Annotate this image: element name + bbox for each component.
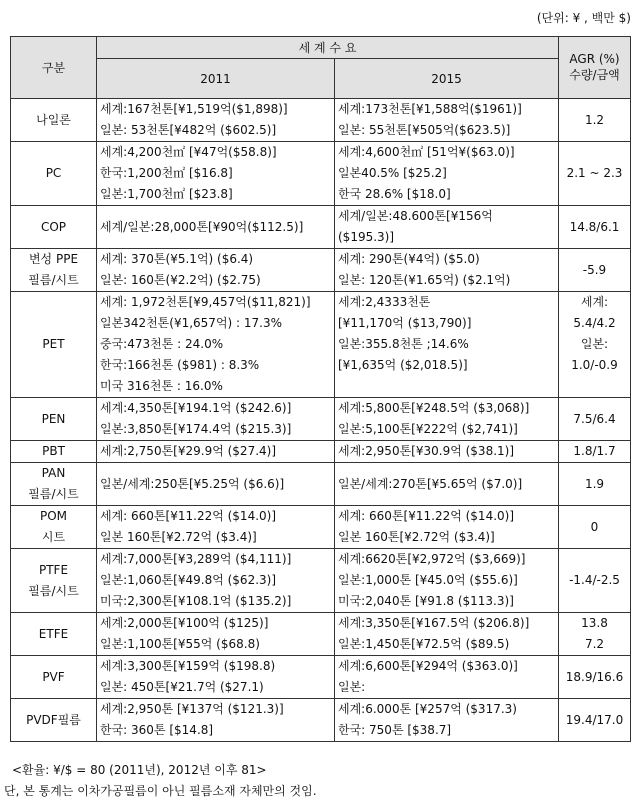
demand-2011-cell-line: 세계:2,750톤[¥29.9억 ($27.4)]	[100, 444, 277, 458]
demand-2015-cell-line: 일본:	[338, 680, 366, 694]
demand-2015-cell-line: 한국: 750톤 [$38.7]	[338, 723, 452, 737]
demand-2011-cell	[97, 463, 335, 506]
table-row	[11, 292, 631, 398]
category-cell-line: PVDF필름	[26, 712, 81, 727]
demand-2011-cell-line: 세계:4,350톤[¥194.1억 ($242.6)]	[100, 401, 292, 415]
agr-cell	[559, 656, 631, 699]
header-agr-line1: AGR (%)	[569, 52, 620, 66]
category-cell-line: 시트	[41, 530, 66, 544]
demand-2015-cell-line: 세계:3,350톤[¥167.5억 ($206.8)]	[338, 616, 530, 630]
demand-2015-cell	[335, 656, 559, 699]
agr-cell-line	[562, 376, 627, 397]
table-row	[11, 206, 631, 249]
table-row	[11, 699, 631, 742]
demand-2015-cell-line: 일본:5,100톤[¥222억 ($2,741)]	[338, 422, 518, 436]
demand-2015-cell	[335, 142, 559, 206]
demand-2011-cell-line: 일본342천톤(¥1,657억) : 17.3%	[100, 316, 283, 330]
demand-2015-cell-line: 세계/일본:48.600톤[¥156억	[338, 209, 493, 223]
demand-2011-cell	[97, 549, 335, 613]
table-row	[11, 441, 631, 463]
agr-cell	[559, 549, 631, 613]
demand-2015-cell-line: 일본 160톤[¥2.72억 ($3.4)]	[338, 530, 495, 544]
agr-cell	[559, 506, 631, 549]
demand-2011-cell-line: 세계:167천톤[¥1,519억($1,898)]	[100, 102, 288, 116]
demand-2011-cell-line: 일본:3,850톤[¥174.4억 ($215.3)]	[100, 422, 292, 436]
demand-2015-cell-line: 세계: 660톤[¥11.22억 ($14.0)]	[338, 509, 515, 523]
demand-2015-cell-line: 세계:6.000톤 [¥257억 ($317.3)	[338, 702, 517, 716]
category-cell	[11, 549, 97, 613]
demand-2011-cell-line: 일본:1,100톤[¥55억 ($68.8)	[100, 637, 260, 651]
demand-2015-cell	[335, 549, 559, 613]
demand-2015-cell-line: [¥11,170억 ($13,790)]	[338, 316, 472, 330]
agr-cell-line: 7.5/6.4	[573, 411, 616, 426]
demand-2011-cell-line: 일본:1,700천㎡ [$23.8]	[100, 187, 233, 201]
agr-cell	[559, 463, 631, 506]
demand-2015-cell	[335, 99, 559, 142]
table-row	[11, 463, 631, 506]
agr-cell-line: 5.4/4.2	[573, 316, 616, 330]
category-cell-line: 나일론	[36, 112, 71, 127]
category-cell-line: POM	[39, 509, 68, 523]
category-cell-line: ETFE	[38, 626, 69, 641]
table-row	[11, 99, 631, 142]
demand-2011-cell-line: 한국: 360톤 [$14.8]	[100, 723, 214, 737]
demand-2011-cell-line: 세계:3,300톤[¥159억 ($198.8)	[100, 659, 276, 673]
demand-2015-cell	[335, 463, 559, 506]
agr-cell-line: -5.9	[582, 262, 607, 277]
header-demand: 세 계 수 요	[97, 37, 559, 59]
demand-2015-cell-line: 세계:2,950톤[¥30.9억 ($38.1)]	[338, 444, 515, 458]
table-row	[11, 656, 631, 699]
agr-cell-line: 1.2	[584, 112, 605, 127]
category-cell	[11, 142, 97, 206]
category-cell	[11, 441, 97, 463]
demand-2015-cell	[335, 206, 559, 249]
header-agr	[559, 37, 631, 99]
demand-2011-cell	[97, 656, 335, 699]
category-cell-line: PBT	[42, 444, 65, 458]
demand-2011-cell	[97, 398, 335, 441]
agr-cell	[559, 699, 631, 742]
agr-cell-line: 세계:	[580, 295, 609, 309]
agr-cell	[559, 292, 631, 398]
category-cell-line: PVF	[42, 669, 65, 684]
category-cell-line: 필름/시트	[28, 487, 79, 501]
category-cell	[11, 613, 97, 656]
demand-2011-cell-line: 세계: 370톤(¥5.1억) ($6.4)	[100, 252, 254, 266]
demand-2011-cell-line: 한국:1,200천㎡ [$16.8]	[100, 166, 233, 180]
unit-label: (단위: ¥ , 백만 $)	[536, 11, 631, 25]
agr-cell-line: 1.8/1.7	[573, 444, 616, 458]
table-row	[11, 249, 631, 292]
demand-2011-cell	[97, 206, 335, 249]
category-cell-line: 필름/시트	[28, 583, 79, 598]
header-year-2015: 2015	[335, 59, 559, 99]
agr-cell-line: -1.4/-2.5	[569, 573, 620, 587]
demand-2015-cell-line: 일본: 55천톤[¥505억($623.5)]	[338, 123, 511, 137]
category-cell-line: PAN	[41, 466, 66, 480]
table-row	[11, 398, 631, 441]
demand-2011-cell	[97, 613, 335, 656]
category-cell-line: COP	[40, 219, 67, 234]
demand-2011-cell	[97, 292, 335, 398]
agr-cell-line: 1.9	[584, 476, 605, 491]
demand-table	[10, 36, 631, 742]
demand-2015-cell	[335, 613, 559, 656]
demand-2015-cell-line: 세계:6,600톤[¥294억 ($363.0)]	[338, 659, 518, 673]
category-cell	[11, 206, 97, 249]
demand-2015-cell	[335, 292, 559, 398]
demand-2011-cell-line: 일본/세계:250톤[¥5.25억 ($6.6)]	[100, 476, 285, 491]
demand-2015-cell-line: 일본:355.8천톤 ;14.6%	[338, 337, 469, 351]
category-cell-line: 변성 PPE	[28, 252, 79, 266]
demand-2011-cell-line: 일본 160톤[¥2.72억 ($3.4)]	[100, 530, 257, 544]
demand-2015-cell-line: 세계:173천톤[¥1,588억($1961)]	[338, 102, 522, 116]
demand-2015-cell-line: [¥1,635억 ($2,018.5)]	[338, 358, 468, 372]
demand-2011-cell-line: 일본: 450톤[¥21.7억 ($27.1)	[100, 680, 264, 694]
category-cell-line: 필름/시트	[28, 273, 79, 287]
demand-2015-cell-line: 세계:5,800톤[¥248.5억 ($3,068)]	[338, 401, 530, 415]
demand-2015-cell-line: 미국:2,040톤 [¥91.8 ($113.3)]	[338, 594, 514, 608]
category-cell	[11, 656, 97, 699]
demand-2015-cell	[335, 506, 559, 549]
demand-2011-cell-line: 일본:1,060톤[¥49.8억 ($62.3)]	[100, 573, 277, 587]
table-row	[11, 549, 631, 613]
table-row	[11, 506, 631, 549]
demand-2011-cell-line: 미국:2,300톤[¥108.1억 ($135.2)]	[100, 594, 292, 608]
category-cell	[11, 463, 97, 506]
demand-2011-cell-line: 일본: 160톤(¥2.2억) ($2.75)	[100, 273, 261, 287]
agr-cell-line: 1.0/-0.9	[571, 358, 618, 372]
demand-2015-cell-line: 일본/세계:270톤[¥5.65억 ($7.0)]	[338, 476, 523, 491]
agr-cell-line: 일본:	[580, 337, 609, 351]
demand-2011-cell-line: 세계: 1,972천톤[¥9,457억($11,821)]	[100, 295, 311, 309]
demand-2015-cell-line: ($195.3)]	[338, 230, 395, 244]
scope-note: 단, 본 통계는 이차가공필름이 아닌 필름소재 자체만의 것임.	[4, 784, 317, 798]
demand-2011-cell-line: 중국:473천톤 : 24.0%	[100, 337, 224, 351]
demand-2015-cell-line: 일본: 120톤(¥1.65억) ($2.1억)	[338, 273, 511, 287]
demand-2011-cell-line: 세계:2,950톤 [¥137억 ($121.3)]	[100, 702, 284, 716]
demand-2011-cell-line: 세계:2,000톤[¥100억 ($125)]	[100, 616, 269, 630]
category-cell	[11, 398, 97, 441]
demand-2011-cell	[97, 249, 335, 292]
demand-2011-cell-line: 세계:7,000톤[¥3,289억 ($4,111)]	[100, 552, 292, 566]
category-cell	[11, 506, 97, 549]
demand-2015-cell-line: 세계: 290톤(¥4억) ($5.0)	[338, 252, 480, 266]
demand-2011-cell-line: 미국 316천톤 : 16.0%	[100, 379, 223, 393]
demand-2011-cell-line: 한국:166천톤 ($981) : 8.3%	[100, 358, 260, 372]
agr-cell-line: 0	[590, 519, 599, 534]
demand-2015-cell-line: 세계:6620톤[¥2,972억 ($3,669)]	[338, 552, 526, 566]
agr-cell	[559, 206, 631, 249]
category-cell	[11, 249, 97, 292]
demand-2011-cell-line: 세계/일본:28,000톤[¥90억($112.5)]	[100, 219, 304, 234]
demand-2011-cell-line: 세계:4,200천㎡ [¥47억($58.8)]	[100, 145, 277, 159]
demand-2015-cell-line: 일본:1,000톤 [¥45.0억 ($55.6)]	[338, 573, 518, 587]
demand-2015-cell	[335, 441, 559, 463]
agr-cell-line: 19.4/17.0	[565, 712, 624, 727]
category-cell-line: PC	[45, 166, 62, 180]
demand-2015-cell-line: 일본40.5% [$25.2]	[338, 166, 447, 180]
demand-2011-cell	[97, 99, 335, 142]
header-year-2011: 2011	[97, 59, 335, 99]
demand-2011-cell	[97, 142, 335, 206]
agr-cell-line: 13.8	[581, 616, 608, 630]
demand-2015-cell-line	[338, 376, 555, 397]
category-cell	[11, 699, 97, 742]
agr-cell	[559, 613, 631, 656]
agr-cell	[559, 249, 631, 292]
agr-cell	[559, 441, 631, 463]
notes	[4, 760, 317, 802]
category-cell-line: PET	[42, 337, 65, 351]
demand-2015-cell-line: 한국 28.6% [$18.0]	[338, 187, 451, 201]
demand-2015-cell-line: 세계:4,600천㎡ [51억¥($63.0)]	[338, 145, 515, 159]
category-cell-line: PTFE	[38, 562, 69, 577]
demand-2015-cell	[335, 699, 559, 742]
demand-2011-cell-line: 세계: 660톤[¥11.22억 ($14.0)]	[100, 509, 277, 523]
agr-cell-line: 18.9/16.6	[565, 669, 624, 684]
category-cell	[11, 99, 97, 142]
header-category: 구분	[11, 37, 97, 99]
table-body	[11, 99, 631, 742]
demand-2015-cell	[335, 249, 559, 292]
agr-cell-line: 14.8/6.1	[569, 219, 620, 234]
table-row	[11, 142, 631, 206]
agr-cell-line: 7.2	[584, 637, 605, 651]
agr-cell	[559, 99, 631, 142]
demand-2011-cell	[97, 699, 335, 742]
category-cell-line: PEN	[41, 411, 66, 426]
agr-cell-line: 2.1 ~ 2.3	[566, 166, 623, 180]
agr-cell	[559, 142, 631, 206]
header-agr-line2: 수량/금액	[569, 68, 620, 82]
exchange-rate-note: <환율: ¥/$ = 80 (2011년), 2012년 이후 81>	[12, 763, 267, 777]
demand-2011-cell	[97, 441, 335, 463]
demand-2015-cell-line: 일본:1,450톤[¥72.5억 ($89.5)	[338, 637, 510, 651]
demand-2015-cell-line: 세계:2,4333천톤	[338, 295, 431, 309]
agr-cell	[559, 398, 631, 441]
demand-2011-cell-line: 일본: 53천톤[¥482억 ($602.5)]	[100, 123, 277, 137]
demand-2015-cell	[335, 398, 559, 441]
demand-2011-cell	[97, 506, 335, 549]
category-cell	[11, 292, 97, 398]
table-row	[11, 613, 631, 656]
